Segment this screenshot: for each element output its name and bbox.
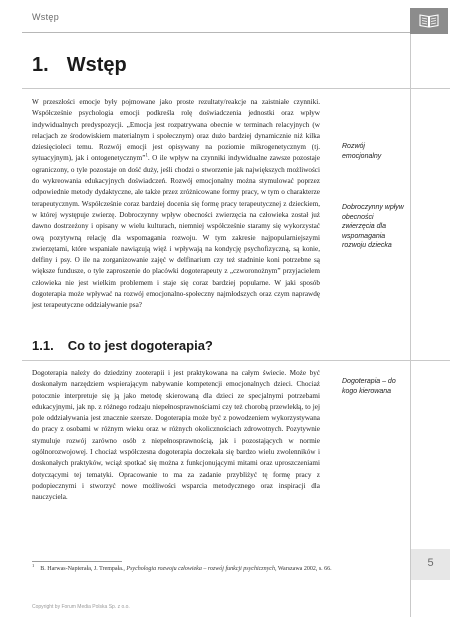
footnote-text-plain: B. Harwas-Napierała, J. Trempała., bbox=[40, 566, 127, 572]
margin-note-animal-influence: Dobroczynny wpływ obecności zwierzęcia dla wspomagania rozwoju dziecka bbox=[342, 204, 404, 249]
section-number: 1.1. bbox=[32, 338, 54, 353]
intro-paragraph bbox=[32, 97, 320, 312]
footnote-marker: 1 bbox=[32, 563, 35, 568]
section-title-rule bbox=[22, 360, 450, 361]
page-number: 5 bbox=[427, 557, 434, 569]
footnote-rule bbox=[32, 561, 122, 562]
running-head: Wstęp bbox=[32, 12, 60, 22]
intro-text-a: W przeszłości emocje były pojmowane jako proste rezultaty/reakcje na zaistniałe czynniki. Współcześnie psychologia emocji podkreśla rolę doświadczenia jednostki oraz wpływ indywidualnych predyspozycji. „Emocja jest rozpatrywana obecnie w terminach relacyjnych (w relacjach ze środowiskiem materialnym i społecznym) oraz dużo bardziej dynamicznie niż kilka dziesięcioleci temu. Rozwój emocji jest opisywany na poziomie mikrogenetycznym (tj. sytuacyjnym), jak i ontogenetycznym” bbox=[32, 98, 320, 163]
open-book-icon bbox=[419, 13, 439, 28]
section-title-text: Co to jest dogoterapia? bbox=[67, 338, 213, 353]
header-rule bbox=[22, 32, 410, 33]
section-paragraph: Dogoterapia należy do dziedziny zooterapii i jest praktykowana na całym świecie. Może być doskonałym narzędziem wspierającym nabywanie kompetencji emocjonalnych dzieci. Chociaż potocznie interpretuje się ją jako metodę skierowaną dla dzieci ze specjalnymi potrzebami edukacyjnymi, jak np. z różnego rodzaju niepełnosprawnościami czy też chorobą przewlekłą, to jej pole oddziaływania jest znacznie szersze. Dogoterapia może być z powodzeniem wykorzystywana do pracy z osobami w różnym wieku oraz w różnych okolicznościach zdrowotnych. Pozytywnie stymuluje rozwój zarówno osób z niepełnosprawnością, jak i pozostających w normie ogólnorozwojowej. I chociaż współczesna dogoterapia doczekała się bardzo wielu zwolenników i doskonałych praktyków, wciąż spotkać się można z funkcjonującymi mitami oraz uproszczeniami dotyczącymi tej tematyki. Opracowanie to ma za zadanie przybliżyć tę formę pracy z podopiecznymi i stworzyć nowe możliwości wsparcia metodycznego oraz inspiracji dla nauczyciela. bbox=[32, 369, 320, 502]
footnote-reference[interactable]: 1 bbox=[145, 154, 148, 160]
header-book-box bbox=[410, 8, 448, 34]
gutter-rule bbox=[410, 34, 411, 617]
page-number-box bbox=[411, 549, 450, 580]
chapter-title-text: Wstęp bbox=[66, 54, 127, 76]
margin-note-emotional-development: Rozwój emocjonalny bbox=[342, 143, 382, 160]
chapter-number: 1. bbox=[32, 54, 49, 76]
chapter-title-rule bbox=[22, 88, 450, 89]
page-header bbox=[0, 0, 450, 34]
footnote-text-end: , Warszawa 2002, s. 66. bbox=[274, 566, 332, 572]
footnote bbox=[32, 565, 332, 574]
copyright-notice: Copyright by Forum Media Polska Sp. z o.o. bbox=[32, 604, 130, 610]
intro-text-b: . O ile wpływ na czynniki indywidualne zawsze pozostaje ograniczony, o tyle pozostaje on dość duży, jeśli chodzi o stworzenie jak największych możliwości do wykreowania edukacyjnych doświadczeń. Rozwój emocjonalny można stymulować poprzez odpowiednie metody dydaktyczne, ale także przez zróżnicowane formy pracy, w tym o charakterze terapeutycznym. Współcześnie coraz bardziej docenia się formę pracy terapeutycznej z dzieckiem, w której występuje zwierzę. Dobroczynny wpływ obecności zwierzęcia na człowieka został już dawno dostrzeżony i opisany w wielu kulturach, niemniej współcześnie staramy się wykorzystać ową pozytywną relację dla wspomagania rozwoju. W tym zakresie najpopularniejszymi zwierzętami, które wspaniale nawiązują więź i wpływają na kondycję psychofizyczną, są konie, delfiny i psy. O ile na zorganizowanie zajęć w delfinarium czy też stadninie koni potrzebne są większe fundusze, o tyle zaproszenie do placówki dogoterapeuty z „czworonożnym” przyjacielem człowieka nie jest wielkim problemem i staje się coraz bardziej popularne. W jaki sposób dogoterapia może wpływać na rozwój emocjonalno-społeczny najmłodszych oraz czym naprawdę jest terapeutyczne oddziaływanie psa? bbox=[32, 154, 320, 310]
chapter-title bbox=[32, 54, 127, 77]
footnote-book-title: Psychologia rozwoju człowieka – rozwój funkcji psychicznych bbox=[126, 566, 275, 572]
margin-note-dog-therapy-audience: Dogoterapia – do kogo kierowana bbox=[342, 378, 396, 395]
section-title bbox=[32, 338, 213, 353]
